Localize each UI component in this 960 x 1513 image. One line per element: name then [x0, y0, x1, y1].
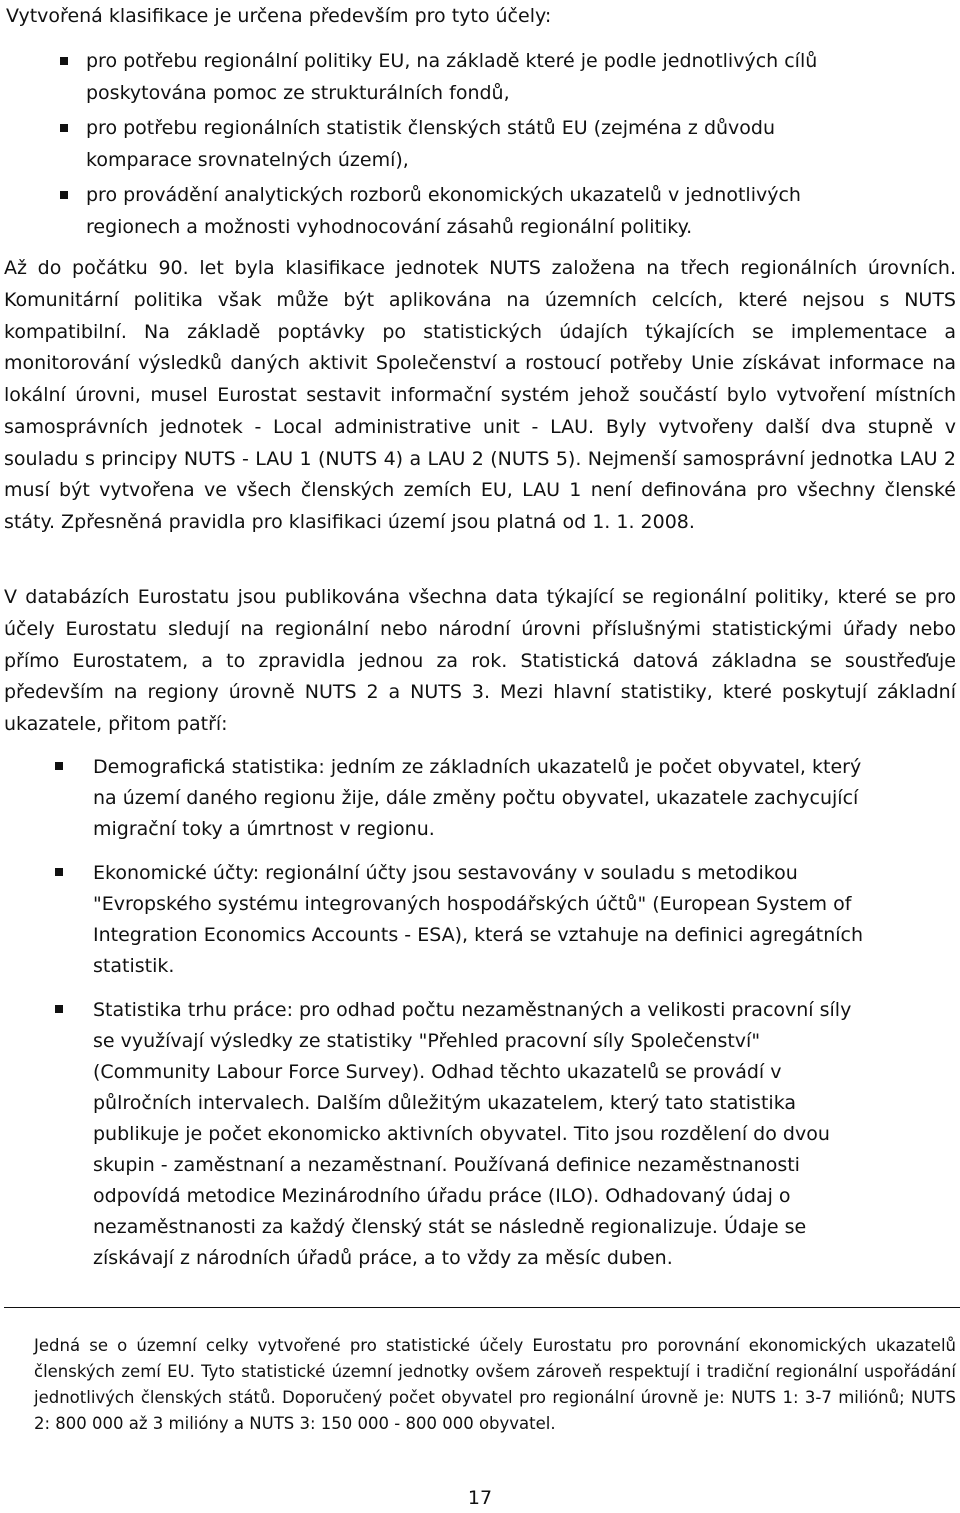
footnote-divider — [4, 1307, 960, 1308]
square-bullet-icon — [60, 124, 68, 132]
list-item — [0, 995, 873, 1274]
square-bullet-icon — [60, 57, 68, 65]
list-item-text: pro potřebu regionální politiky EU, na základě které je podle jednotlivých cílů poskytována pomoc ze strukturálních fondů, — [86, 50, 818, 104]
list-item-text: Ekonomické účty: regionální účty jsou sestavovány v souladu s metodikou "Evropského systému integrovaných hospodářských účtů" (European System of Integration Economics Accounts - ESA), která se vztahuje na definici agregátních statistik. — [93, 862, 864, 977]
list-item — [0, 112, 886, 176]
footnote: Jedná se o územní celky vytvořené pro statistické účely Eurostatu pro porovnání ekonomických ukazatelů členských zemí EU. Tyto statistické územní jednotky ovšem zároveň respektují i tradiční regionální uspořádání jednotlivých členských států. Doporučený počet obyvatel pro regionální úrovně je: NUTS 1: 3-7 miliónů; NUTS 2: 800 000 až 3 milióny a NUTS 3: 150 000 - 800 000 obyvatel. — [34, 1336, 956, 1433]
list-item-text: Statistika trhu práce: pro odhad počtu nezaměstnaných a velikosti pracovní síly se využívají výsledky ze statistiky "Přehled pracovní síly Společenství" (Community Labour Force Survey). Odhad těchto ukazatelů se provádí v půlročních intervalech. Dalším důležitým ukazatelem, který tato statistika publikuje je počet ekonomicko aktivních obyvatel. Tito jsou rozdělení do dvou skupin - zaměstnaní a nezaměstnaní. Používaná definice nezaměstnanosti odpovídá metodice Mezinárodního úřadu práce (ILO). Odhadovaný údaj o nezaměstnanosti za každý členský stát se následně regionalizuje. Údaje se získávají z národních úřadů práce, a to vždy za měsíc duben. — [93, 999, 852, 1269]
list-item — [0, 752, 873, 845]
intro-line: Vytvořená klasifikace je určena především pro tyto účely: — [6, 5, 552, 27]
square-bullet-icon — [55, 1005, 63, 1013]
list-item — [0, 858, 873, 982]
list-item-text: pro provádění analytických rozborů ekonomických ukazatelů v jednotlivých regionech a možnosti vyhodnocování zásahů regionální politiky. — [86, 184, 801, 238]
paragraph-nuts-history: Až do počátku 90. let byla klasifikace jednotek NUTS založena na třech regionálních úrovních. Komunitární politika však může být aplikována na územních celcích, které nejsou s NUTS kompatibilní. Na základě poptávky po statistických údajích týkajících se implementace a monitorování výsledků daných aktivit Společenství a rostoucí potřeby Unie získávat informace na lokální úrovni, musel Eurostat sestavit informační systém jehož součástí bylo vytvoření místních samosprávních jednotek - Local administrative unit - LAU. Byly vytvořeny další dva stupně v souladu s principy NUTS - LAU 1 (NUTS 4) a LAU 2 (NUTS 5). Nejmenší samosprávní jednotka LAU 2 musí být vytvořena ve všech členských zemích EU, LAU 1 není definována pro všechny členské státy. Zpřesněná pravidla pro klasifikaci území jsou platná od 1. 1. 2008. — [4, 257, 956, 533]
list-item — [0, 45, 886, 109]
list-item — [0, 179, 886, 243]
statistics-list — [0, 752, 960, 1287]
purposes-list — [0, 45, 960, 246]
square-bullet-icon — [55, 868, 63, 876]
square-bullet-icon — [55, 762, 63, 770]
square-bullet-icon — [60, 191, 68, 199]
list-item-text: pro potřebu regionálních statistik členských států EU (zejména z důvodu komparace srovnatelných území), — [86, 117, 776, 171]
page-number: 17 — [467, 1487, 493, 1509]
list-item-text: Demografická statistika: jedním ze základních ukazatelů je počet obyvatel, který na území daného regionu žije, dále změny počtu obyvatel, ukazatele zachycující migrační toky a úmrtnost v regionu. — [93, 756, 862, 840]
paragraph-eurostat-databases: V databázích Eurostatu jsou publikována všechna data týkající se regionální politiky, které se pro účely Eurostatu sledují na regionální nebo národní úrovni příslušnými statistickými úřady nebo přímo Eurostatem, a to zpravidla jednou za rok. Statistická datová základna se soustřeďuje především na regiony úrovně NUTS 2 a NUTS 3. Mezi hlavní statistiky, které poskytují základní ukazatele, přitom patří: — [4, 586, 956, 735]
